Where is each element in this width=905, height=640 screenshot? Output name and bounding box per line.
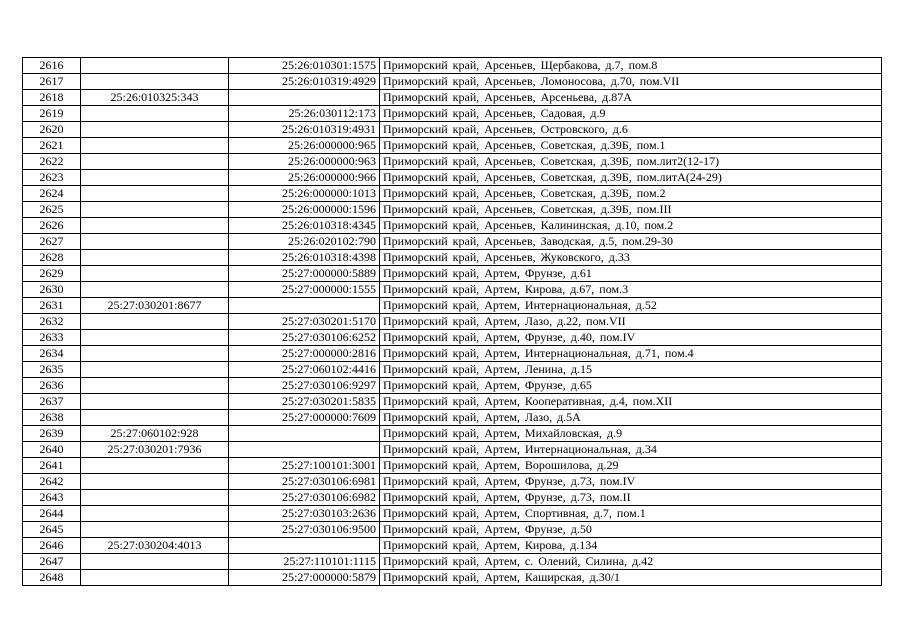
cadastral-number-cell [81, 570, 229, 586]
table-row [23, 522, 882, 538]
table-row [23, 282, 882, 298]
address-cell: Приморский край, Арсеньев, Советская, д.39Б, пом.лит2(12-17) [380, 154, 882, 170]
cadastral-number-alt-cell [229, 298, 380, 314]
row-number-cell: 2628 [23, 250, 81, 266]
address-cell: Приморский край, Арсеньев, Арсеньева, д.87А [380, 90, 882, 106]
row-number-cell: 2641 [23, 458, 81, 474]
row-number-cell: 2629 [23, 266, 81, 282]
cadastral-number-alt-cell: 25:26:000000:965 [229, 138, 380, 154]
table-row [23, 106, 882, 122]
table-row [23, 234, 882, 250]
cadastral-number-alt-cell: 25:26:010319:4931 [229, 122, 380, 138]
table-row [23, 378, 882, 394]
table-row [23, 570, 882, 586]
address-cell: Приморский край, Артем, Интернациональная, д.34 [380, 442, 882, 458]
row-number-cell: 2633 [23, 330, 81, 346]
address-cell: Приморский край, Арсеньев, Советская, д.39Б, пом.2 [380, 186, 882, 202]
property-table [22, 57, 882, 586]
cadastral-number-cell [81, 234, 229, 250]
cadastral-number-cell [81, 186, 229, 202]
cadastral-number-cell [81, 378, 229, 394]
cadastral-number-cell [81, 314, 229, 330]
cadastral-number-cell [81, 346, 229, 362]
cadastral-number-cell [81, 106, 229, 122]
row-number-cell: 2630 [23, 282, 81, 298]
cadastral-number-cell [81, 154, 229, 170]
address-cell: Приморский край, Артем, Интернациональная, д.71, пом.4 [380, 346, 882, 362]
cadastral-number-alt-cell: 25:26:000000:1013 [229, 186, 380, 202]
cadastral-number-cell [81, 218, 229, 234]
cadastral-number-cell [81, 458, 229, 474]
address-cell: Приморский край, Арсеньев, Советская, д.39Б, пом.III [380, 202, 882, 218]
row-number-cell: 2623 [23, 170, 81, 186]
row-number-cell: 2619 [23, 106, 81, 122]
table-row [23, 90, 882, 106]
table-row [23, 330, 882, 346]
cadastral-number-cell [81, 170, 229, 186]
row-number-cell: 2637 [23, 394, 81, 410]
table-row [23, 170, 882, 186]
address-cell: Приморский край, Арсеньев, Щербакова, д.7, пом.8 [380, 58, 882, 74]
row-number-cell: 2621 [23, 138, 81, 154]
row-number-cell: 2620 [23, 122, 81, 138]
row-number-cell: 2625 [23, 202, 81, 218]
table-row [23, 506, 882, 522]
cadastral-number-alt-cell: 25:27:060102:4416 [229, 362, 380, 378]
row-number-cell: 2627 [23, 234, 81, 250]
cadastral-number-alt-cell: 25:26:000000:1596 [229, 202, 380, 218]
address-cell: Приморский край, Артем, Кирова, д.67, пом.3 [380, 282, 882, 298]
document-page [22, 57, 882, 586]
address-cell: Приморский край, Артем, Фрунзе, д.73, пом.II [380, 490, 882, 506]
cadastral-number-alt-cell: 25:26:010301:1575 [229, 58, 380, 74]
table-row [23, 538, 882, 554]
cadastral-number-cell [81, 522, 229, 538]
cadastral-number-alt-cell: 25:27:000000:5879 [229, 570, 380, 586]
table-row [23, 314, 882, 330]
address-cell: Приморский край, Артем, Лазо, д.22, пом.VII [380, 314, 882, 330]
row-number-cell: 2647 [23, 554, 81, 570]
table-row [23, 202, 882, 218]
cadastral-number-alt-cell [229, 90, 380, 106]
table-row [23, 426, 882, 442]
cadastral-number-cell: 25:27:030201:8677 [81, 298, 229, 314]
cadastral-number-alt-cell: 25:27:030201:5835 [229, 394, 380, 410]
cadastral-number-cell [81, 506, 229, 522]
table-row [23, 122, 882, 138]
cadastral-number-cell: 25:27:030204:4013 [81, 538, 229, 554]
table-row [23, 154, 882, 170]
cadastral-number-alt-cell [229, 426, 380, 442]
cadastral-number-alt-cell: 25:27:030106:6981 [229, 474, 380, 490]
table-row [23, 410, 882, 426]
cadastral-number-cell [81, 362, 229, 378]
row-number-cell: 2634 [23, 346, 81, 362]
cadastral-number-alt-cell: 25:26:000000:963 [229, 154, 380, 170]
cadastral-number-cell [81, 330, 229, 346]
address-cell: Приморский край, Артем, Фрунзе, д.65 [380, 378, 882, 394]
address-cell: Приморский край, Артем, Фрунзе, д.40, пом.IV [380, 330, 882, 346]
cadastral-number-cell [81, 250, 229, 266]
cadastral-number-alt-cell [229, 442, 380, 458]
row-number-cell: 2648 [23, 570, 81, 586]
address-cell: Приморский край, Арсеньев, Островского, д.6 [380, 122, 882, 138]
table-row [23, 474, 882, 490]
row-number-cell: 2639 [23, 426, 81, 442]
table-body [23, 58, 882, 586]
cadastral-number-alt-cell: 25:27:110101:1115 [229, 554, 380, 570]
row-number-cell: 2631 [23, 298, 81, 314]
cadastral-number-cell [81, 474, 229, 490]
cadastral-number-alt-cell: 25:27:100101:3001 [229, 458, 380, 474]
table-row [23, 218, 882, 234]
address-cell: Приморский край, Артем, Кирова, д.134 [380, 538, 882, 554]
address-cell: Приморский край, Артем, Ленина, д.15 [380, 362, 882, 378]
row-number-cell: 2624 [23, 186, 81, 202]
address-cell: Приморский край, Артем, Фрунзе, д.61 [380, 266, 882, 282]
row-number-cell: 2646 [23, 538, 81, 554]
cadastral-number-cell [81, 138, 229, 154]
cadastral-number-alt-cell: 25:27:030103:2636 [229, 506, 380, 522]
row-number-cell: 2616 [23, 58, 81, 74]
address-cell: Приморский край, Арсеньев, Советская, д.39Б, пом.литА(24-29) [380, 170, 882, 186]
row-number-cell: 2638 [23, 410, 81, 426]
row-number-cell: 2626 [23, 218, 81, 234]
cadastral-number-alt-cell: 25:27:000000:2816 [229, 346, 380, 362]
table-row [23, 346, 882, 362]
table-row [23, 298, 882, 314]
cadastral-number-alt-cell: 25:27:000000:7609 [229, 410, 380, 426]
cadastral-number-cell [81, 266, 229, 282]
cadastral-number-alt-cell: 25:27:030201:5170 [229, 314, 380, 330]
cadastral-number-cell [81, 282, 229, 298]
table-row [23, 394, 882, 410]
row-number-cell: 2632 [23, 314, 81, 330]
address-cell: Приморский край, Артем, Лазо, д.5А [380, 410, 882, 426]
cadastral-number-cell [81, 490, 229, 506]
table-row [23, 554, 882, 570]
address-cell: Приморский край, Артем, с. Олений, Силина, д.42 [380, 554, 882, 570]
row-number-cell: 2644 [23, 506, 81, 522]
table-row [23, 442, 882, 458]
cadastral-number-alt-cell: 25:27:030106:9500 [229, 522, 380, 538]
row-number-cell: 2642 [23, 474, 81, 490]
row-number-cell: 2643 [23, 490, 81, 506]
address-cell: Приморский край, Арсеньев, Жуковского, д.33 [380, 250, 882, 266]
cadastral-number-cell [81, 74, 229, 90]
cadastral-number-alt-cell: 25:27:000000:5889 [229, 266, 380, 282]
address-cell: Приморский край, Артем, Спортивная, д.7, пом.1 [380, 506, 882, 522]
table-row [23, 250, 882, 266]
cadastral-number-cell: 25:26:010325:343 [81, 90, 229, 106]
row-number-cell: 2622 [23, 154, 81, 170]
address-cell: Приморский край, Арсеньев, Калининская, д.10, пом.2 [380, 218, 882, 234]
row-number-cell: 2640 [23, 442, 81, 458]
cadastral-number-alt-cell: 25:27:030106:6252 [229, 330, 380, 346]
address-cell: Приморский край, Артем, Ворошилова, д.29 [380, 458, 882, 474]
address-cell: Приморский край, Арсеньев, Советская, д.39Б, пом.1 [380, 138, 882, 154]
table-row [23, 362, 882, 378]
cadastral-number-alt-cell: 25:26:020102:790 [229, 234, 380, 250]
cadastral-number-alt-cell: 25:27:030106:6982 [229, 490, 380, 506]
cadastral-number-alt-cell: 25:27:030106:9297 [229, 378, 380, 394]
table-row [23, 490, 882, 506]
address-cell: Приморский край, Арсеньев, Ломоносова, д.70, пом.VII [380, 74, 882, 90]
address-cell: Приморский край, Артем, Интернациональная, д.52 [380, 298, 882, 314]
table-row [23, 266, 882, 282]
address-cell: Приморский край, Артем, Михайловская, д.9 [380, 426, 882, 442]
cadastral-number-alt-cell: 25:26:010318:4345 [229, 218, 380, 234]
cadastral-number-cell [81, 202, 229, 218]
address-cell: Приморский край, Арсеньев, Садовая, д.9 [380, 106, 882, 122]
cadastral-number-alt-cell: 25:26:000000:966 [229, 170, 380, 186]
row-number-cell: 2618 [23, 90, 81, 106]
table-row [23, 138, 882, 154]
cadastral-number-cell [81, 410, 229, 426]
address-cell: Приморский край, Артем, Кооперативная, д.4, пом.XII [380, 394, 882, 410]
address-cell: Приморский край, Артем, Каширская, д.30/1 [380, 570, 882, 586]
cadastral-number-cell [81, 122, 229, 138]
cadastral-number-cell: 25:27:060102:928 [81, 426, 229, 442]
table-row [23, 58, 882, 74]
cadastral-number-cell [81, 554, 229, 570]
cadastral-number-cell: 25:27:030201:7936 [81, 442, 229, 458]
row-number-cell: 2635 [23, 362, 81, 378]
cadastral-number-cell [81, 394, 229, 410]
row-number-cell: 2645 [23, 522, 81, 538]
table-row [23, 186, 882, 202]
row-number-cell: 2617 [23, 74, 81, 90]
address-cell: Приморский край, Артем, Фрунзе, д.73, пом.IV [380, 474, 882, 490]
address-cell: Приморский край, Арсеньев, Заводская, д.5, пом.29-30 [380, 234, 882, 250]
address-cell: Приморский край, Артем, Фрунзе, д.50 [380, 522, 882, 538]
cadastral-number-cell [81, 58, 229, 74]
cadastral-number-alt-cell: 25:26:010319:4929 [229, 74, 380, 90]
cadastral-number-alt-cell: 25:27:000000:1555 [229, 282, 380, 298]
cadastral-number-alt-cell [229, 538, 380, 554]
cadastral-number-alt-cell: 25:26:030112:173 [229, 106, 380, 122]
table-row [23, 458, 882, 474]
row-number-cell: 2636 [23, 378, 81, 394]
table-row [23, 74, 882, 90]
cadastral-number-alt-cell: 25:26:010318:4398 [229, 250, 380, 266]
